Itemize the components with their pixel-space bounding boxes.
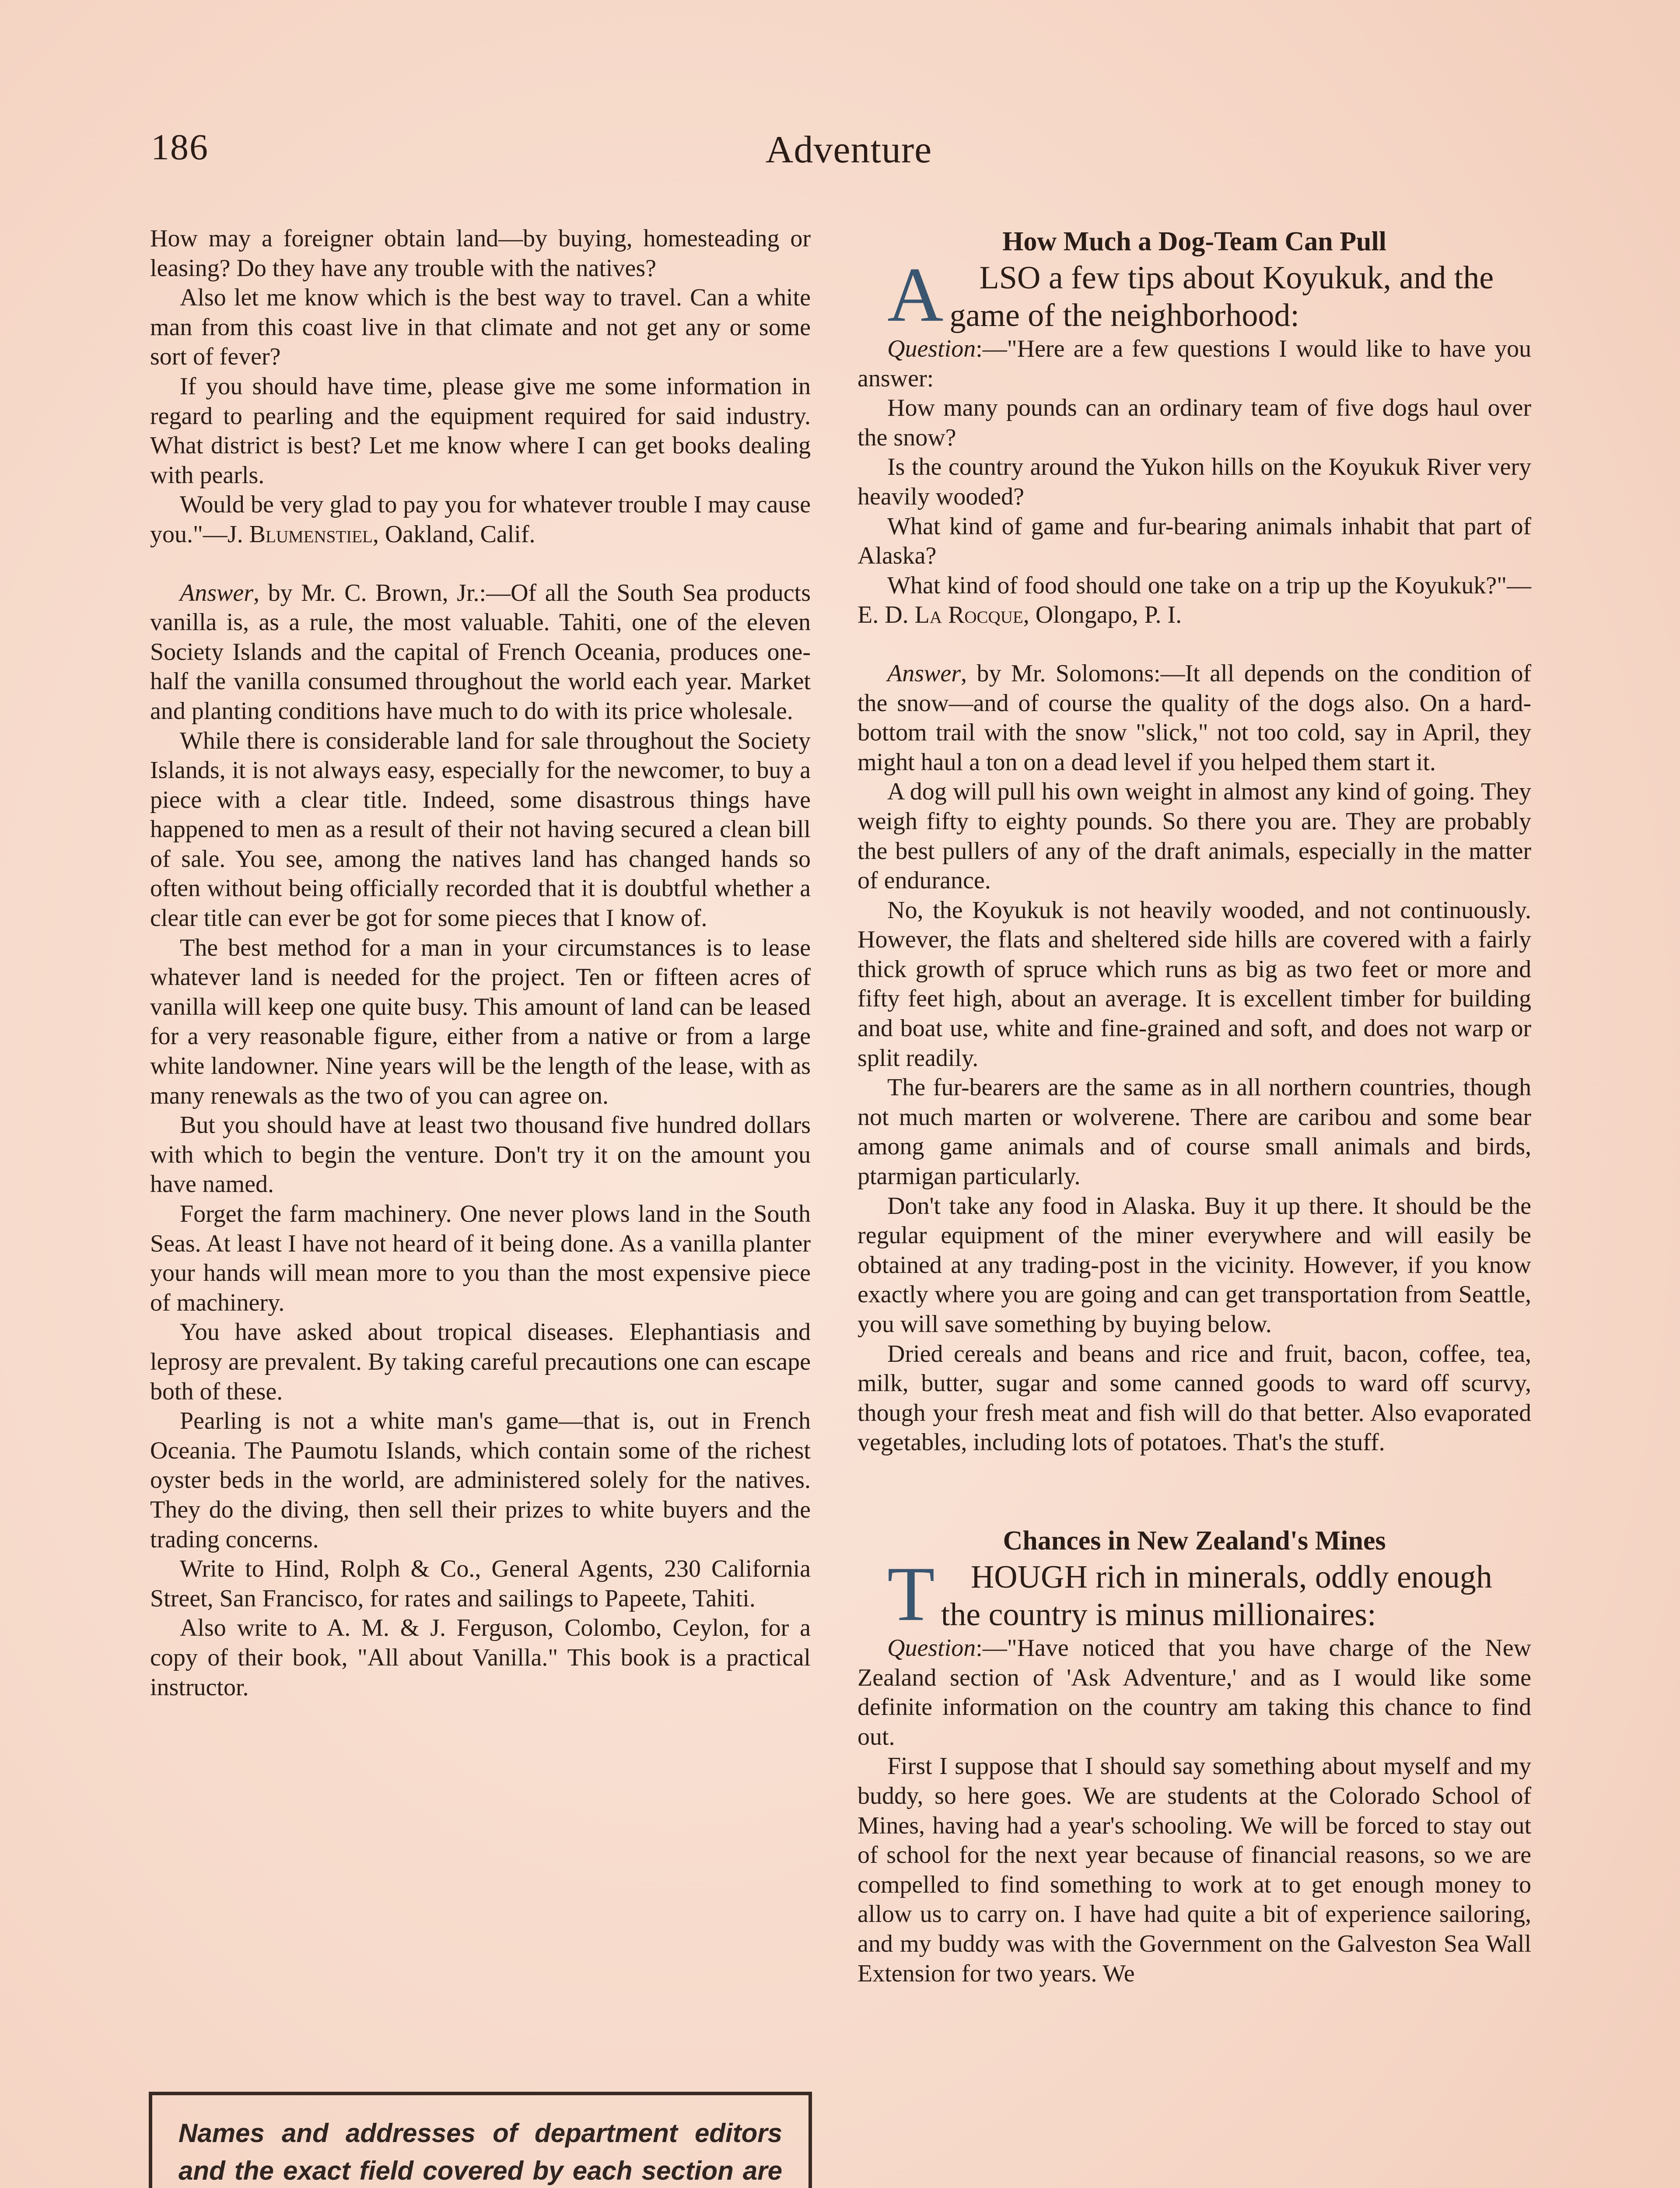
section-lead: T HOUGH rich in minerals, oddly enough the country is minus millionaires: [858,1558,1531,1634]
paragraph: Write to Hind, Rolph & Co., General Agents, 230 California Street, San Francisco, for rates and sailings to Papeete, Tahiti. [150,1555,811,1612]
paragraph: What kind of game and fur-bearing animals inhabit that part of Alaska? [858,512,1531,570]
question-label: Question [887,1634,976,1662]
answer-paragraph: Answer, by Mr. C. Brown, Jr.:—Of all the South Sea products vanilla is, as a rule, the most valuable. Tahiti, one of the eleven Society Islands and the capital of French Oceania, produces one-half the vanilla consumed throughout the world each year. Market and planting conditions have much to do with its price wholesale. [150,579,811,725]
drop-cap: T [887,1550,935,1637]
drop-cap: A [887,251,944,338]
paragraph: If you should have time, please give me some information in regard to pearling and the equipment required for said industry. What district is best? Let me know where I can get books dealing with pearls. [150,372,811,489]
paragraph: While there is considerable land for sale throughout the Society Islands, it is not always easy, especially for the newcomer, to buy a piece with a clear title. Indeed, some disastrous things have happened to men as a result of their not having secured a clean bill of sale. You see, among the natives land has changed hands so often without being officially recorded that it is doubtful whether a clear title can ever be got for some pieces that I know of. [150,727,811,932]
paragraph: How may a foreigner obtain land—by buying, homesteading or leasing? Do they have any trouble with the natives? [150,225,811,282]
paragraph: No, the Koyukuk is not heavily wooded, and not continuously. However, the flats and sheltered side hills are covered with a fairly thick growth of spruce which runs as big as two feet or more and fifty feet high, about an average. It is excellent timber for building and boat use, white and fine-grained and soft, and does not warp or split readily. [858,896,1531,1072]
right-column [858,224,1531,1988]
paragraph: Forget the farm machinery. One never plows land in the South Seas. At least I have not heard of it being done. As a vanilla planter your hands will mean more to you than the most expensive piece of machinery. [150,1200,811,1316]
paragraph: But you should have at least two thousand five hundred dollars with which to begin the venture. Don't try it on the amount you have named. [150,1112,811,1198]
paragraph: Don't take any food in Alaska. Buy it up there. It should be the regular equipment of the miner everywhere and will easily be obtained at any trading-post in the vicinity. However, if you know exactly where you are going and can get transportation from Seattle, you will save something by buying below. [858,1192,1531,1338]
section-title-dog-team: How Much a Dog-Team Can Pull [1002,227,1386,256]
signature-place: , Oakland, Calif. [372,520,536,548]
paragraph: A dog will pull his own weight in almost any kind of going. They weigh fifty to eighty pounds. So there you are. They are probably the best pullers of any of the draft animals, especially in the matter of endurance. [858,778,1531,894]
signature-name: Blumenstiel [249,520,373,548]
page-number: 186 [151,127,209,168]
answer-label: Answer [180,579,253,607]
paragraph: You have asked about tropical diseases. Elephantiasis and leprosy are prevalent. By taking careful precautions one can escape both of these. [150,1318,811,1405]
paragraph: How many pounds can an ordinary team of five dogs haul over the snow? [858,394,1531,451]
editorial-notice-box [149,2092,812,2188]
paragraph: Dried cereals and beans and rice and fruit, bacon, coffee, tea, milk, butter, sugar and some canned goods to ward off scurvy, though your fresh meat and fish will do that better. Also evaporated vegetables, including lots of potatoes. That's the stuff. [858,1340,1531,1456]
paragraph: First I suppose that I should say something about myself and my buddy, so here goes. We are students at the Colorado School of Mines, having had a year's schooling. We will be forced to stay out of school for the next year because of financial reasons, so we are compelled to find something to work at to get enough money to allow us to carry on. I have had quite a bit of experience sailoring, and my buddy was with the Government on the Galveston Sea Wall Extension for two years. We [858,1753,1531,1987]
paragraph: Also let me know which is the best way to travel. Can a white man from this coast live in that climate and not get any or some sort of fever? [150,284,811,371]
answer-paragraph: Answer, by Mr. Solomons:—It all depends on the condition of the snow—and of course the quality of the dogs also. On a hard-bottom trail with the snow "slick," not too cold, say in April, they might haul a ton on a dead level if you helped them start it. [858,659,1531,776]
question-paragraph: Question:—"Have noticed that you have charge of the New Zealand section of 'Ask Adventure,' and as I would like some definite information on the country am taking this chance to find out. [858,1634,1531,1750]
question-label: Question [887,335,976,362]
signature-place: , Olongapo, P. I. [1023,601,1182,629]
question-paragraph: Question:—"Here are a few questions I would like to have you answer: [858,335,1531,392]
paragraph-with-signature: What kind of food should one take on a trip up the Koyukuk?"—E. D. La Rocque, Olongapo, P. I. [858,572,1531,629]
running-title: Adventure [765,129,932,171]
section-title-new-zealand: Chances in New Zealand's Mines [1003,1525,1386,1556]
answer-label: Answer [887,659,961,687]
paragraph: Also write to A. M. & J. Ferguson, Colombo, Ceylon, for a copy of their book, "All about Vanilla." This book is a practical instructor. [150,1614,811,1701]
section-lead: A LSO a few tips about Koyukuk, and the game of the neighborhood: [858,259,1531,334]
paragraph-with-signature: Would be very glad to pay you for whatever trouble I may cause you."—J. Blumenstiel, Oakland, Calif. [150,491,811,548]
paragraph: The fur-bearers are the same as in all northern countries, though not much marten or wolverene. There are caribou and some bear among game animals and of course small animals and birds, ptarmigan particularly. [858,1074,1531,1190]
notice-text: Names and addresses of department editors and the exact field covered by each section are [178,2118,782,2185]
signature-name: La Rocque [914,601,1023,629]
left-column [150,224,811,1702]
paragraph: Is the country around the Yukon hills on the Koyukuk River very heavily wooded? [858,453,1531,510]
paragraph: The best method for a man in your circumstances is to lease whatever land is needed for the project. Ten or fifteen acres of vanilla will keep one quite busy. This amount of land can be leased for a very reasonable figure, either from a native or from a large white landowner. Nine years will be the length of the lease, with as many renewals as the two of you can agree on. [150,934,811,1109]
paragraph: Pearling is not a white man's game—that is, out in French Oceania. The Paumotu Islands, which contain some of the richest oyster beds in the world, are administered solely for the natives. They do the diving, then sell their prizes to white buyers and the trading concerns. [150,1407,811,1553]
